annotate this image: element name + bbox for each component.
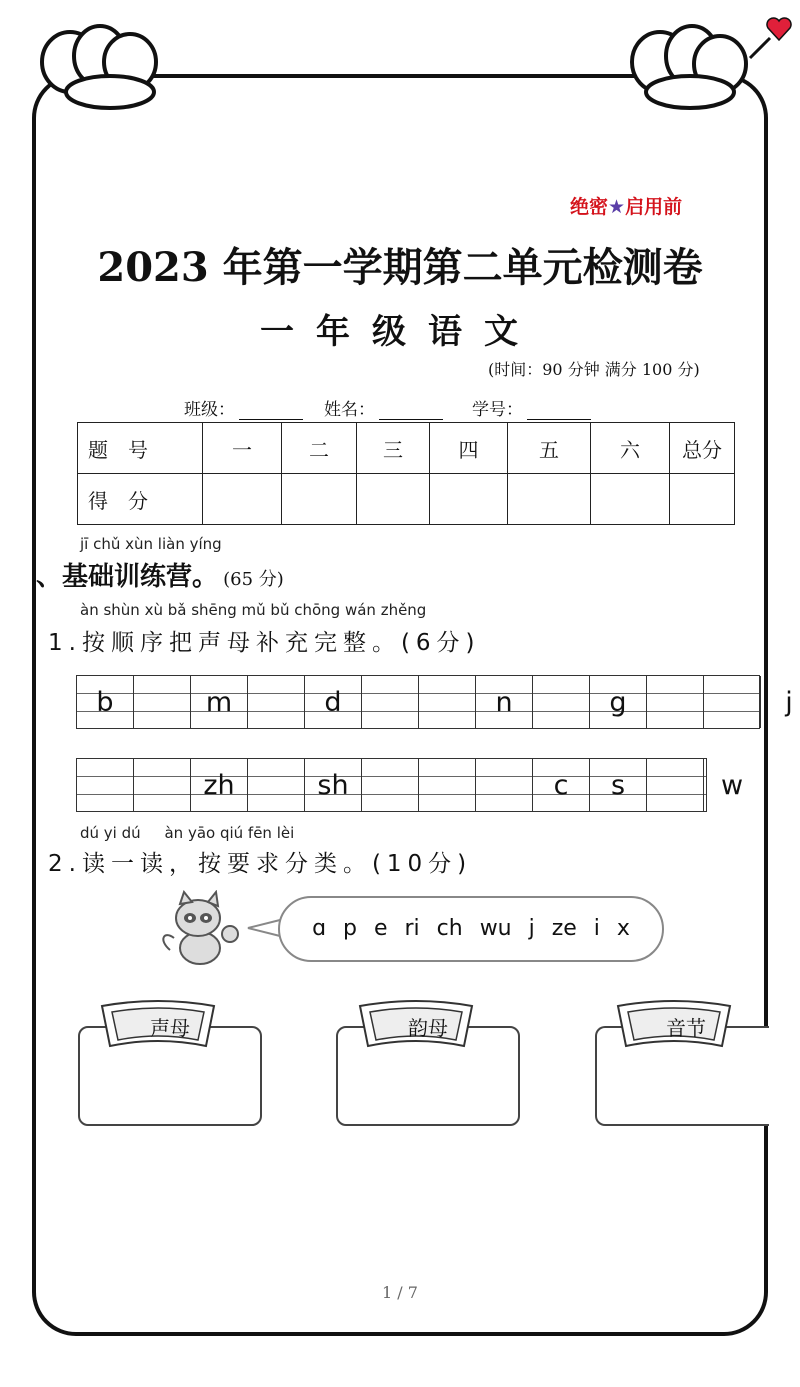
- grid-cell[interactable]: [247, 676, 304, 728]
- page-title: 2023 年第一学期第二单元检测卷: [97, 244, 703, 291]
- table-header-cell: 三: [357, 423, 430, 474]
- table-row-label: 得 分: [78, 474, 203, 525]
- grid-cell[interactable]: [133, 759, 190, 811]
- category-label-vowels: 韵母: [408, 1016, 448, 1040]
- section1-title: 、基础训练营。: [36, 562, 219, 592]
- section1-pinyin: jī chǔ xùn liàn yíng: [80, 535, 222, 553]
- grid-cell: zh: [190, 759, 247, 811]
- score-table: [77, 422, 735, 525]
- grid-cell: sh: [304, 759, 361, 811]
- section1-points: (65 分): [223, 569, 284, 590]
- category-label-syllables: 音节: [666, 1016, 706, 1040]
- student-id-field[interactable]: [472, 395, 591, 420]
- score-cell[interactable]: [357, 474, 430, 525]
- grid-cell[interactable]: [133, 676, 190, 728]
- class-label: 班级：: [184, 400, 235, 420]
- table-header-cell: 四: [430, 423, 508, 474]
- page-subtitle: 一年级语文: [260, 312, 540, 352]
- grid-cell[interactable]: [703, 676, 760, 728]
- grid-cell: d: [304, 676, 361, 728]
- grid-cell[interactable]: [361, 676, 418, 728]
- score-cell[interactable]: [203, 474, 282, 525]
- speech-bubble-tail-icon: [246, 916, 282, 940]
- name-label: 姓名：: [324, 400, 375, 420]
- grid-cell[interactable]: [418, 676, 475, 728]
- table-row: [78, 474, 735, 525]
- grid-cell[interactable]: [532, 676, 589, 728]
- star-icon: ★: [608, 196, 626, 218]
- table-header-cell: 题 号: [78, 423, 203, 474]
- confidential-mark: 绝密★启用前: [570, 196, 683, 218]
- grid-cell: c: [532, 759, 589, 811]
- grid-cell[interactable]: [646, 759, 703, 811]
- category-label-consonants: 声母: [150, 1016, 190, 1040]
- q1-text: 1.按顺序把声母补充完整。(6分): [48, 630, 481, 656]
- grid-cell: w: [703, 759, 760, 811]
- grid-cell[interactable]: [76, 759, 133, 811]
- grid-cell: g: [589, 676, 646, 728]
- grid-cell: j: [760, 676, 800, 728]
- table-header-cell: 五: [508, 423, 591, 474]
- name-field[interactable]: [324, 395, 443, 420]
- score-cell[interactable]: [591, 474, 670, 525]
- table-header-cell: 总分: [670, 423, 735, 474]
- grid-cell[interactable]: [361, 759, 418, 811]
- grid-cell[interactable]: [475, 759, 532, 811]
- table-row: [78, 423, 735, 474]
- grid-cell: n: [475, 676, 532, 728]
- speech-bubble: ɑ p e ri ch wu j ze i x: [278, 896, 664, 962]
- grid-cell[interactable]: [646, 676, 703, 728]
- cartoon-hands-decoration: [0, 0, 800, 140]
- pinyin-writing-grid-row1: [76, 675, 793, 729]
- student-id-label: 学号：: [472, 400, 523, 420]
- q2-pinyin: dú yi dú àn yāo qiú fēn lèi: [80, 824, 295, 842]
- heart-icon: [764, 14, 794, 44]
- q1-pinyin: àn shùn xù bǎ shēng mǔ bǔ chōng wán zhěng: [80, 601, 427, 619]
- q2-text: 2.读一读，按要求分类。(10分): [48, 851, 473, 877]
- grid-cell: m: [190, 676, 247, 728]
- time-info: (时间：90 分钟 满分 100 分): [488, 360, 700, 379]
- score-cell[interactable]: [430, 474, 508, 525]
- section1-heading: [36, 556, 284, 593]
- class-field[interactable]: [184, 395, 303, 420]
- score-cell[interactable]: [670, 474, 735, 525]
- grid-cell[interactable]: [418, 759, 475, 811]
- grid-cell: s: [589, 759, 646, 811]
- table-header-cell: 六: [591, 423, 670, 474]
- pinyin-writing-grid-row2: [76, 758, 744, 812]
- score-cell[interactable]: [508, 474, 591, 525]
- grid-cell[interactable]: [247, 759, 304, 811]
- raccoon-icon: [158, 890, 248, 970]
- grid-cell: b: [76, 676, 133, 728]
- page-number: 1 / 7: [382, 1283, 418, 1302]
- table-header-cell: 一: [203, 423, 282, 474]
- table-header-cell: 二: [282, 423, 357, 474]
- score-cell[interactable]: [282, 474, 357, 525]
